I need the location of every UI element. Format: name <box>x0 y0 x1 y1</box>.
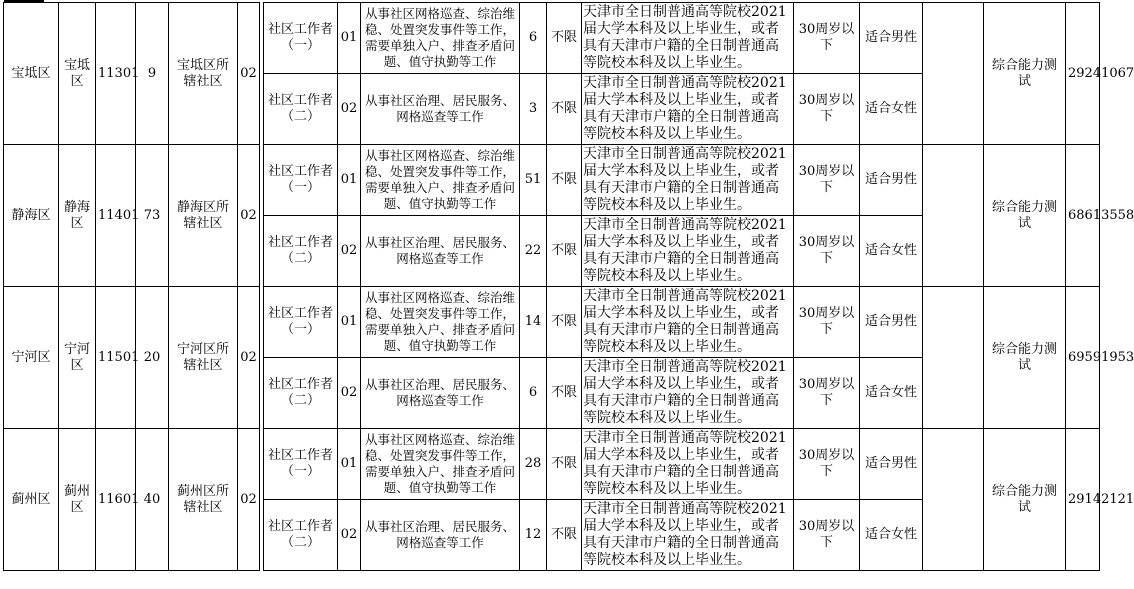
duty-cell: 从事社区网格巡查、综治维稳、处置突发事件等工作，需要单独入户、排查矛盾问题、值守执勤等工作 <box>361 3 520 74</box>
gender-cell: 适合女性 <box>860 74 923 145</box>
limit-cell: 不限 <box>547 429 582 500</box>
age-cell: 30周岁以下 <box>794 74 860 145</box>
unit-cell: 蓟州区所辖社区 <box>169 429 238 571</box>
phone-cell: 68613558 <box>1066 145 1100 287</box>
age-cell: 30周岁以下 <box>794 216 860 287</box>
requirement-cell: 天津市全日制普通高等院校2021届大学本科及以上毕业生，或者具有天津市户籍的全日制普通高等院校本科及以上毕业生。 <box>582 74 794 145</box>
gender-cell: 适合男性 <box>860 3 923 74</box>
headcount-cell: 28 <box>520 429 547 500</box>
limit-cell: 不限 <box>547 358 582 429</box>
duty-cell: 从事社区网格巡查、综治维稳、处置突发事件等工作，需要单独入户、排查矛盾问题、值守执勤等工作 <box>361 429 520 500</box>
position-code-cell: 01 <box>338 145 361 216</box>
age-cell: 30周岁以下 <box>794 358 860 429</box>
table-row <box>4 429 1100 500</box>
duty-cell: 从事社区网格巡查、综治维稳、处置突发事件等工作，需要单独入户、排查矛盾问题、值守执勤等工作 <box>361 287 520 358</box>
position-name-cell: 社区工作者（一） <box>264 145 338 216</box>
position-name-cell: 社区工作者（一） <box>264 287 338 358</box>
requirement-cell: 天津市全日制普通高等院校2021届大学本科及以上毕业生，或者具有天津市户籍的全日制普通高等院校本科及以上毕业生。 <box>582 358 794 429</box>
duty-cell: 从事社区治理、居民服务、网格巡查等工作 <box>361 500 520 571</box>
limit-cell: 不限 <box>547 3 582 74</box>
limit-cell: 不限 <box>547 500 582 571</box>
position-code-cell: 02 <box>338 500 361 571</box>
area-code-cell: 11401 <box>96 145 136 287</box>
gender-cell: 适合男性 <box>860 145 923 216</box>
position-code-cell: 02 <box>338 216 361 287</box>
position-code-cell: 02 <box>338 74 361 145</box>
area-cell: 蓟州区 <box>59 429 96 571</box>
duty-cell: 从事社区网格巡查、综治维稳、处置突发事件等工作，需要单独入户、排查矛盾问题、值守执勤等工作 <box>361 145 520 216</box>
district-cell: 宝坻区 <box>4 3 59 145</box>
empty-cell <box>923 3 984 145</box>
unit-code-cell: 02 <box>238 287 260 429</box>
table-row <box>4 287 1100 358</box>
table-row <box>4 3 1100 74</box>
age-cell: 30周岁以下 <box>794 3 860 74</box>
unit-cell: 静海区所辖社区 <box>169 145 238 287</box>
unit-cell: 宝坻区所辖社区 <box>169 3 238 145</box>
position-name-cell: 社区工作者（二） <box>264 358 338 429</box>
position-code-cell: 02 <box>338 358 361 429</box>
headcount-cell: 6 <box>520 3 547 74</box>
gender-cell: 适合女性 <box>860 500 923 571</box>
total-count-cell: 20 <box>136 287 169 429</box>
area-code-cell: 11301 <box>96 3 136 145</box>
district-cell: 宁河区 <box>4 287 59 429</box>
empty-cell <box>923 287 984 429</box>
total-count-cell: 9 <box>136 3 169 145</box>
limit-cell: 不限 <box>547 74 582 145</box>
position-name-cell: 社区工作者（二） <box>264 500 338 571</box>
area-cell: 宝坻区 <box>59 3 96 145</box>
empty-cell <box>923 429 984 571</box>
district-cell: 蓟州区 <box>4 429 59 571</box>
area-code-cell: 11501 <box>96 287 136 429</box>
phone-cell: 29241067 <box>1066 3 1100 145</box>
age-cell: 30周岁以下 <box>794 145 860 216</box>
age-cell: 30周岁以下 <box>794 429 860 500</box>
headcount-cell: 51 <box>520 145 547 216</box>
position-name-cell: 社区工作者（一） <box>264 3 338 74</box>
exam-type-cell: 综合能力测试 <box>984 3 1066 145</box>
gender-cell: 适合男性 <box>860 429 923 500</box>
headcount-cell: 22 <box>520 216 547 287</box>
gender-cell: 适合女性 <box>860 216 923 287</box>
position-name-cell: 社区工作者（二） <box>264 74 338 145</box>
age-cell: 30周岁以下 <box>794 287 860 358</box>
total-count-cell: 73 <box>136 145 169 287</box>
area-cell: 静海区 <box>59 145 96 287</box>
unit-code-cell: 02 <box>238 3 260 145</box>
age-cell: 30周岁以下 <box>794 500 860 571</box>
headcount-cell: 3 <box>520 74 547 145</box>
requirement-cell: 天津市全日制普通高等院校2021届大学本科及以上毕业生，或者具有天津市户籍的全日制普通高等院校本科及以上毕业生。 <box>582 500 794 571</box>
exam-type-cell: 综合能力测试 <box>984 145 1066 287</box>
recruitment-table <box>3 2 1134 571</box>
limit-cell: 不限 <box>547 216 582 287</box>
duty-cell: 从事社区治理、居民服务、网格巡查等工作 <box>361 74 520 145</box>
gender-cell: 适合男性 <box>860 287 923 358</box>
requirement-cell: 天津市全日制普通高等院校2021届大学本科及以上毕业生，或者具有天津市户籍的全日制普通高等院校本科及以上毕业生。 <box>582 216 794 287</box>
limit-cell: 不限 <box>547 287 582 358</box>
limit-cell: 不限 <box>547 145 582 216</box>
empty-cell <box>923 145 984 287</box>
duty-cell: 从事社区治理、居民服务、网格巡查等工作 <box>361 358 520 429</box>
position-code-cell: 01 <box>338 287 361 358</box>
position-name-cell: 社区工作者（一） <box>264 429 338 500</box>
requirement-cell: 天津市全日制普通高等院校2021届大学本科及以上毕业生，或者具有天津市户籍的全日制普通高等院校本科及以上毕业生。 <box>582 3 794 74</box>
position-name-cell: 社区工作者（二） <box>264 216 338 287</box>
gender-cell: 适合女性 <box>860 358 923 429</box>
phone-cell: 29142121 <box>1066 429 1100 571</box>
unit-code-cell: 02 <box>238 429 260 571</box>
requirement-cell: 天津市全日制普通高等院校2021届大学本科及以上毕业生，或者具有天津市户籍的全日制普通高等院校本科及以上毕业生。 <box>582 145 794 216</box>
headcount-cell: 14 <box>520 287 547 358</box>
unit-cell: 宁河区所辖社区 <box>169 287 238 429</box>
position-code-cell: 01 <box>338 3 361 74</box>
table-row <box>4 145 1100 216</box>
duty-cell: 从事社区治理、居民服务、网格巡查等工作 <box>361 216 520 287</box>
total-count-cell: 40 <box>136 429 169 571</box>
headcount-cell: 6 <box>520 358 547 429</box>
area-cell: 宁河区 <box>59 287 96 429</box>
exam-type-cell: 综合能力测试 <box>984 287 1066 429</box>
requirement-cell: 天津市全日制普通高等院校2021届大学本科及以上毕业生，或者具有天津市户籍的全日制普通高等院校本科及以上毕业生。 <box>582 287 794 358</box>
position-code-cell: 01 <box>338 429 361 500</box>
district-cell: 静海区 <box>4 145 59 287</box>
exam-type-cell: 综合能力测试 <box>984 429 1066 571</box>
area-code-cell: 11601 <box>96 429 136 571</box>
headcount-cell: 12 <box>520 500 547 571</box>
unit-code-cell: 02 <box>238 145 260 287</box>
phone-cell: 69591953 <box>1066 287 1100 429</box>
requirement-cell: 天津市全日制普通高等院校2021届大学本科及以上毕业生，或者具有天津市户籍的全日制普通高等院校本科及以上毕业生。 <box>582 429 794 500</box>
